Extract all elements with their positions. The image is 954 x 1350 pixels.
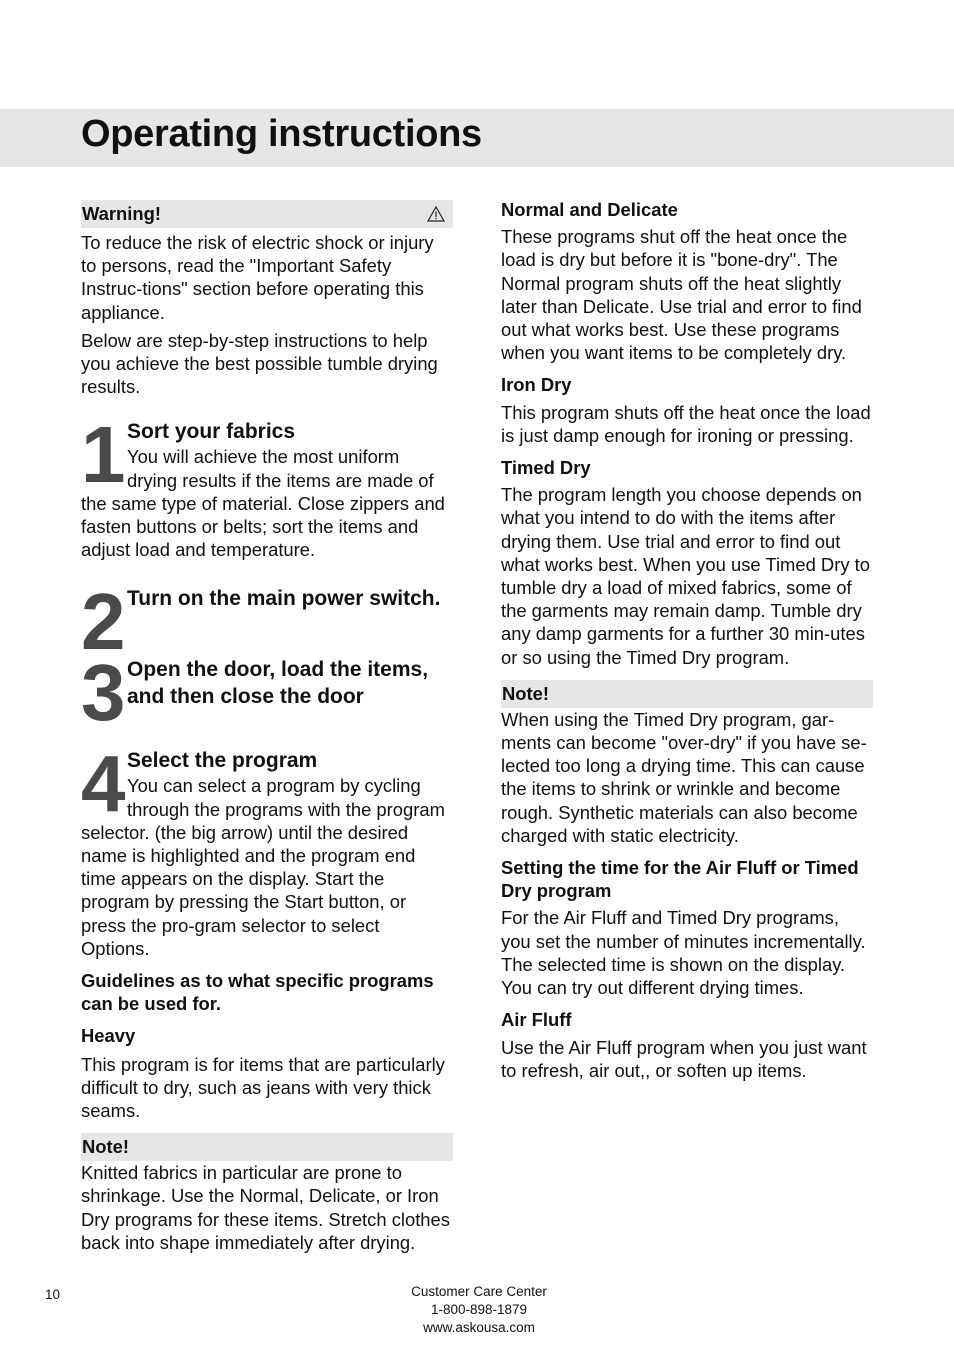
page-title: Operating instructions	[81, 113, 482, 155]
intro-text: Below are step-by-step instructions to help you achieve the best possible tumble drying results.	[81, 329, 438, 398]
step-4	[81, 739, 453, 960]
step-2	[81, 577, 453, 667]
step-number: 2	[81, 577, 122, 667]
timed-dry-text: The program length you choose depends on what you intend to do with the items after drying them. Use trial and error to find out what works best. When you use Timed Dry to tumble dry a load of mixed fabrics, some of the garments may remain damp. Tumble dry any damp garments for a further 30 min-utes or so using the Timed Dry program.	[501, 484, 870, 668]
warning-label: Warning!	[82, 203, 161, 224]
page-number: 10	[45, 1287, 61, 1302]
step-number: 1	[81, 410, 122, 500]
note-label: Note!	[502, 682, 549, 704]
note-bar	[81, 1133, 453, 1161]
normal-delicate-title: Normal and Delicate	[501, 199, 678, 220]
heavy-title: Heavy	[81, 1025, 136, 1047]
step-heading: Sort your fabrics	[127, 420, 296, 444]
note-label: Note!	[82, 1136, 129, 1158]
warning-triangle-icon	[427, 206, 445, 222]
step-number: 3	[81, 648, 122, 738]
note-text: When using the Timed Dry program, gar-ments can become "over-dry" if you have se-lected too long a drying time. This can cause the items to shrink or wrinkle and become rough. Synthetic materials can also become charged with static electricity.	[501, 708, 867, 846]
footer-phone: 1-800-898-1879	[430, 1302, 528, 1317]
step-1	[81, 410, 453, 561]
step-heading: Turn on the main power switch.	[127, 587, 441, 611]
guidelines-heading: Guidelines as to what specific programs can be used for.	[81, 970, 434, 1015]
air-fluff-title: Air Fluff	[501, 1009, 572, 1031]
right-column	[501, 198, 873, 1082]
timed-dry-title: Timed Dry	[501, 457, 591, 479]
heavy-text: This program is for items that are particularly difficult to dry, such as jeans with very thick seams.	[81, 1053, 445, 1122]
iron-dry-title: Iron Dry	[501, 374, 572, 396]
setting-time-title: Setting the time for the Air Fluff or Timed Dry program	[501, 857, 859, 902]
step-number: 4	[81, 739, 122, 829]
footer-contact	[379, 1283, 579, 1337]
step-heading: Select the program	[127, 749, 318, 773]
step-3	[81, 648, 453, 738]
normal-delicate-text: These programs shut off the heat once the load is dry but before it is "bone-dry". The Normal program shuts off the heat slightly later than Delicate. Use trial and error to find out what works best. Use these programs when you want items to be completely dry.	[501, 226, 862, 364]
step-heading: Open the door, load the items, and then close the door	[127, 658, 429, 709]
iron-dry-text: This program shuts off the heat once the load is just damp enough for ironing or pressing.	[501, 401, 871, 446]
step-text: You will achieve the most uniform drying results if the items are made of the same type of material. Close zippers and fasten buttons or belts; sort the items and adjust load and temperature.	[81, 446, 445, 561]
warning-bar	[81, 200, 453, 228]
warning-text: To reduce the risk of electric shock or injury to persons, read the "Important Safety Instruc-tions" section before operating this appliance.	[81, 232, 434, 323]
note-text: Knitted fabrics in particular are prone to shrinkage. Use the Normal, Delicate, or Iron Dry programs for these items. Stretch clothes back into shape immediately after drying.	[81, 1162, 450, 1253]
air-fluff-text: Use the Air Fluff program when you just want to refresh, air out,, or soften up items.	[501, 1036, 867, 1081]
footer-line-1: Customer Care Center	[411, 1284, 547, 1299]
left-column	[81, 198, 453, 1254]
setting-time-text: For the Air Fluff and Timed Dry programs, you set the number of minutes incrementally. The selected time is shown on the display. You can try out different drying times.	[501, 907, 866, 999]
footer-website: www.askousa.com	[423, 1320, 535, 1335]
step-text: You can select a program by cycling through the programs with the program selector. (the big arrow) until the desired name is highlighted and the program end time appears on the display. Start the program by pressing the Start button, or press the pro-gram selector to select Options.	[81, 775, 445, 959]
note-bar	[501, 680, 873, 708]
